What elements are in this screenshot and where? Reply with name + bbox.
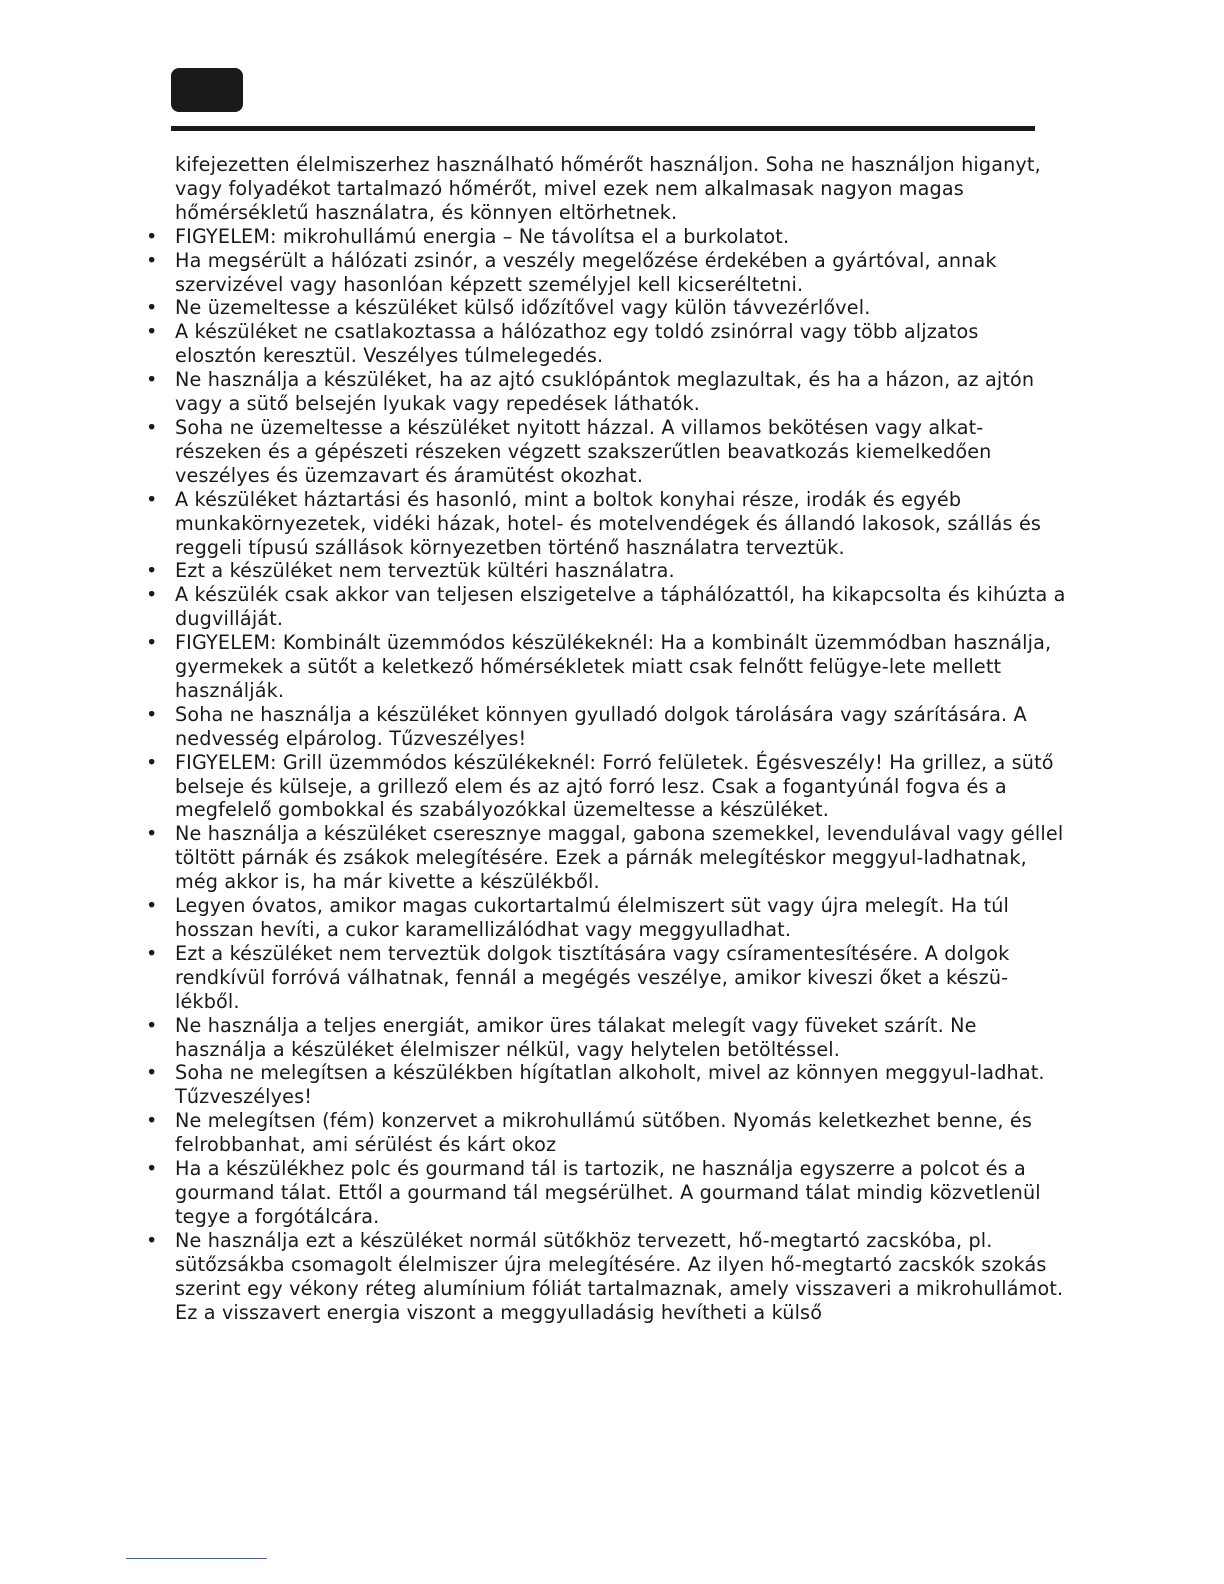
list-item-text: Soha ne üzemeltesse a készüléket nyitott házzal. A villamos bekötésen vagy alkat-részeken és a gépészeti részeken végzett szakszerűtlen beavatkozás kiemelkedően veszélyes és üzemzavart és áramütést okozhat.: [175, 415, 992, 487]
list-item-text: FIGYELEM: Kombinált üzemmódos készülékeknél: Ha a kombinált üzemmódban használja, gyermekek a sütőt a keletkező hőmérsékletek miatt csak felnőtt felügye-lete mellett használják.: [175, 631, 1052, 702]
bullet-icon: •: [146, 583, 158, 607]
list-item: [146, 631, 1066, 703]
header-rule: [171, 126, 1035, 131]
list-item-text: Legyen óvatos, amikor magas cukortartalmú élelmiszert süt vagy újra melegít. Ha túl hosszan hevíti, a cukor karamellizálódhat vagy meggyulladhat.: [175, 894, 1010, 941]
bullet-icon: •: [146, 248, 158, 272]
list-item: [146, 751, 1066, 823]
list-item: [146, 488, 1066, 560]
list-item: [146, 249, 1066, 297]
list-item: [146, 1157, 1066, 1229]
list-item-text: Soha ne használja a készüléket könnyen gyulladó dolgok tárolására vagy szárítására. A nedvesség elpárolog. Tűzveszélyes!: [175, 702, 1027, 750]
list-item: [146, 894, 1066, 942]
language-badge: [171, 68, 243, 112]
bullet-icon: •: [146, 415, 158, 439]
bullet-icon: •: [146, 822, 158, 846]
list-item-text: A készüléket ne csatlakoztassa a hálózathoz egy toldó zsinórral vagy több aljzatos elosztón keresztül. Veszélyes túlmelegedés.: [175, 320, 979, 368]
bullet-icon: •: [146, 559, 158, 583]
list-item-text: FIGYELEM: Grill üzemmódos készülékeknél: Forró felületek. Égésveszély! Ha grillez, a sütő belseje és külseje, a grillező elem és az ajtó forró lesz. Csak a fogantyúnál fogva és a megfelelő gombokkal és szabályozókkal üzemeltesse a készüléket.: [175, 750, 1054, 822]
list-item-text: A készülék csak akkor van teljesen elszigetelve a táphálózattól, ha kikapcsolta és kihúzta a dugvilláját.: [175, 583, 1066, 631]
list-item: [146, 559, 1066, 583]
list-item: [146, 1109, 1066, 1157]
list-item: [146, 583, 1066, 631]
list-item: [146, 1061, 1066, 1109]
bullet-icon: •: [146, 1228, 158, 1252]
safety-instructions: [146, 153, 1066, 1324]
bullet-icon: •: [146, 296, 158, 320]
bullet-icon: •: [146, 1061, 158, 1085]
list-item-text: Ne üzemeltesse a készüléket külső időzítővel vagy külön távvezérlővel.: [175, 296, 871, 320]
bullet-icon: •: [146, 941, 158, 965]
list-item-text: Ezt a készüléket nem terveztük dolgok tisztítására vagy csíramentesítésére. A dolgok rendkívül forróvá válhatnak, fennál a megégés veszélye, amikor kiveszi őket a készü-lékből.: [175, 941, 1010, 1013]
list-item: [146, 368, 1066, 416]
list-item-text: Ne használja a készüléket cseresznye maggal, gabona szemekkel, levendulával vagy géllel töltött párnák és zsákok melegítésére. Ezek a párnák melegítéskor meggyul-ladhatnak, még akkor is, ha már kivette a készülékből.: [175, 822, 1064, 894]
list-item: [146, 822, 1066, 894]
list-item-text: Ne használja ezt a készüléket normál sütőkhöz tervezett, hő-megtartó zacskóba, pl. sütőzsákba csomagolt élelmiszer újra melegítésére. Az ilyen hő-megtartó zacskók szokás szerint egy vékony réteg alumínium fóliát tartalmaznak, amely visszaveri a mikrohullámot. Ez a visszavert energia viszont a meggyulladásig hevítheti a külső: [175, 1228, 1064, 1324]
list-item-text: Ne használja a készüléket, ha az ajtó csuklópántok meglazultak, és ha a házon, az ajtón vagy a sütő belsején lyukak vagy repedések láthatók.: [175, 368, 1035, 416]
bullet-icon: •: [146, 702, 158, 726]
bullet-icon: •: [146, 1157, 158, 1181]
bullet-icon: •: [146, 750, 158, 774]
bullet-icon: •: [146, 224, 158, 248]
list-item-text: Ne használja a teljes energiát, amikor üres tálakat melegít vagy füveket szárít. Ne használja a készüléket élelmiszer nélkül, vagy helytelen betöltéssel.: [175, 1013, 977, 1061]
list-item: [146, 1229, 1066, 1325]
continuation-paragraph: kifejezetten élelmiszerhez használható hőmérőt használjon. Soha ne használjon higanyt, vagy folyadékot tartalmazó hőmérőt, mivel ezek nem alkalmasak nagyon magas hőmérsékletű használatra, és könnyen eltörhetnek.: [175, 153, 1041, 224]
list-item-text: A készüléket háztartási és hasonló, mint a boltok konyhai része, irodák és egyéb munkakörnyezetek, vidéki házak, hotel- és motelvendégek és állandó lakosok, szállás és reggeli típusú szállások környezetben történő használatra terveztük.: [175, 487, 1042, 559]
list-item-text: Soha ne melegítsen a készülékben hígítatlan alkoholt, mivel az könnyen meggyul-ladhat. Tűzveszélyes!: [175, 1061, 1045, 1109]
list-item: [146, 416, 1066, 488]
bullet-icon: •: [146, 894, 158, 918]
list-item: [146, 1014, 1066, 1062]
bullet-icon: •: [146, 1013, 158, 1037]
list-item: [146, 942, 1066, 1014]
list-item: [146, 225, 1066, 249]
bullet-icon: •: [146, 487, 158, 511]
bullet-icon: •: [146, 320, 158, 344]
bullet-icon: •: [146, 368, 158, 392]
list-item-text: Ne melegítsen (fém) konzervet a mikrohullámú sütőben. Nyomás keletkezhet benne, és felrobbanhat, ami sérülést és kárt okoz: [175, 1109, 1033, 1157]
list-item: [146, 296, 1066, 320]
list-item: [146, 703, 1066, 751]
list-item-text: FIGYELEM: mikrohullámú energia – Ne távolítsa el a burkolatot.: [175, 224, 790, 248]
list-item-text: Ha megsérült a hálózati zsinór, a veszély megelőzése érdekében a gyártóval, annak szervizével vagy hasonlóan képzett személyjel kell kicseréltetni.: [175, 248, 997, 296]
bullet-icon: •: [146, 631, 158, 655]
footer-line: [126, 1558, 267, 1559]
bullet-list: [146, 225, 1066, 1325]
bullet-icon: •: [146, 1109, 158, 1133]
list-item-text: Ezt a készüléket nem terveztük kültéri használatra.: [175, 559, 675, 583]
list-item-text: Ha a készülékhez polc és gourmand tál is tartozik, ne használja egyszerre a polcot és a gourmand tálat. Ettől a gourmand tál megsérülhet. A gourmand tálat mindig közvetlenül tegye a forgótálcára.: [175, 1157, 1041, 1228]
list-item: [146, 320, 1066, 368]
